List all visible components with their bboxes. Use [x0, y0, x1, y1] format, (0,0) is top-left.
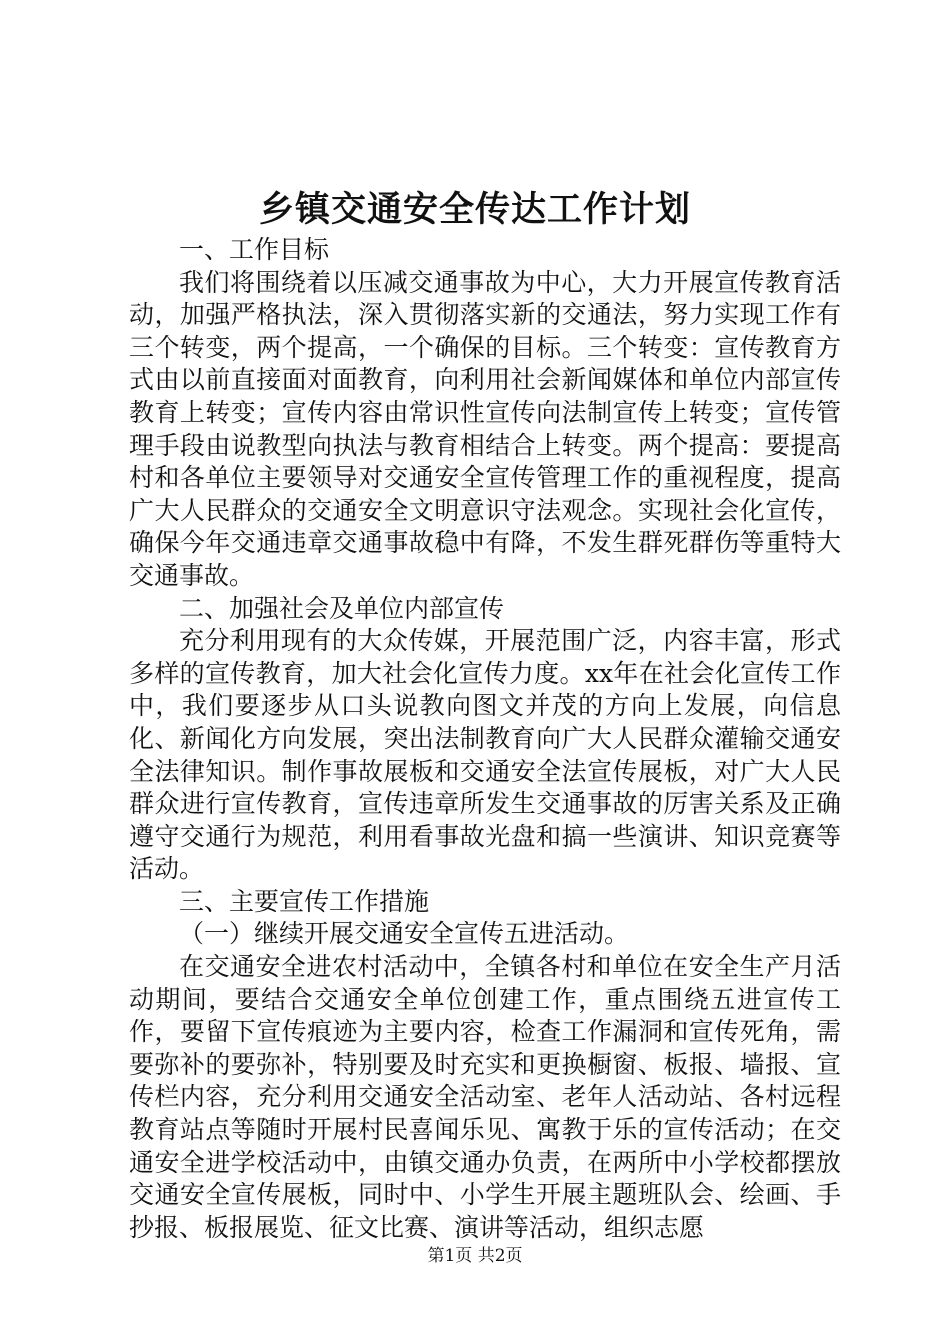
paragraph-goals: 我们将围绕着以压减交通事故为中心，大力开展宣传教育活动，加强严格执法，深入贯彻落实新的交通法，努力实现工作有三个转变，两个提高，一个确保的目标。三个转变：宣传教育方式由以前直接面对面教育，向利用社会新闻媒体和单位内部宣传教育上转变；宣传内容由常识性宣传向法制宣传上转变；宣传管理手段由说教型向执法与教育相结合上转变。两个提高：要提高村和各单位主要领导对交通安全宣传管理工作的重视程度，提高广大人民群众的交通安全文明意识守法观念。实现社会化宣传，确保今年交通违章交通事故稳中有降，不发生群死群伤等重特大交通事故。 [129, 267, 841, 590]
paragraph-publicity: 充分利用现有的大众传媒，开展范围广泛，内容丰富，形式多样的宣传教育，加大社会化宣传力度。xx年在社会化宣传工作中，我们要逐步从口头说教向图文并茂的方向上发展，向信息化、新闻化方向发展，突出法制教育向广大人民群众灌输交通安全法律知识。制作事故展板和交通安全法宣传展板，对广大人民群众进行宣传教育，宣传违章所发生交通事故的厉害关系及正确遵守交通行为规范，利用看事故光盘和搞一些演讲、知识竞赛等活动。 [129, 626, 841, 884]
document-body [129, 234, 841, 1244]
paragraph-measures: 在交通安全进农村活动中，全镇各村和单位在安全生产月活动期间，要结合交通安全单位创建工作，重点围绕五进宣传工作，要留下宣传痕迹为主要内容，检查工作漏洞和宣传死角，需要弥补的要弥补，特别要及时充实和更换橱窗、板报、墙报、宣传栏内容，充分利用交通安全活动室、老年人活动站、各村远程教育站点等随时开展村民喜闻乐见、寓教于乐的宣传活动；在交通安全进学校活动中，由镇交通办负责，在两所中小学校都摆放交通安全宣传展板，同时中、小学生开展主题班队会、绘画、手抄报、板报展览、征文比赛、演讲等活动，组织志愿 [129, 952, 841, 1242]
document-title: 乡镇交通安全传达工作计划 [258, 189, 691, 230]
subheading-five-into: （一）继续开展交通安全宣传五进活动。 [179, 919, 630, 949]
section-heading-publicity: 二、加强社会及单位内部宣传 [179, 593, 505, 623]
section-heading-goals: 一、工作目标 [179, 235, 330, 264]
section-heading-measures: 三、主要宣传工作措施 [179, 886, 430, 916]
page-number-footer: 第1页 共2页 [427, 1246, 523, 1266]
